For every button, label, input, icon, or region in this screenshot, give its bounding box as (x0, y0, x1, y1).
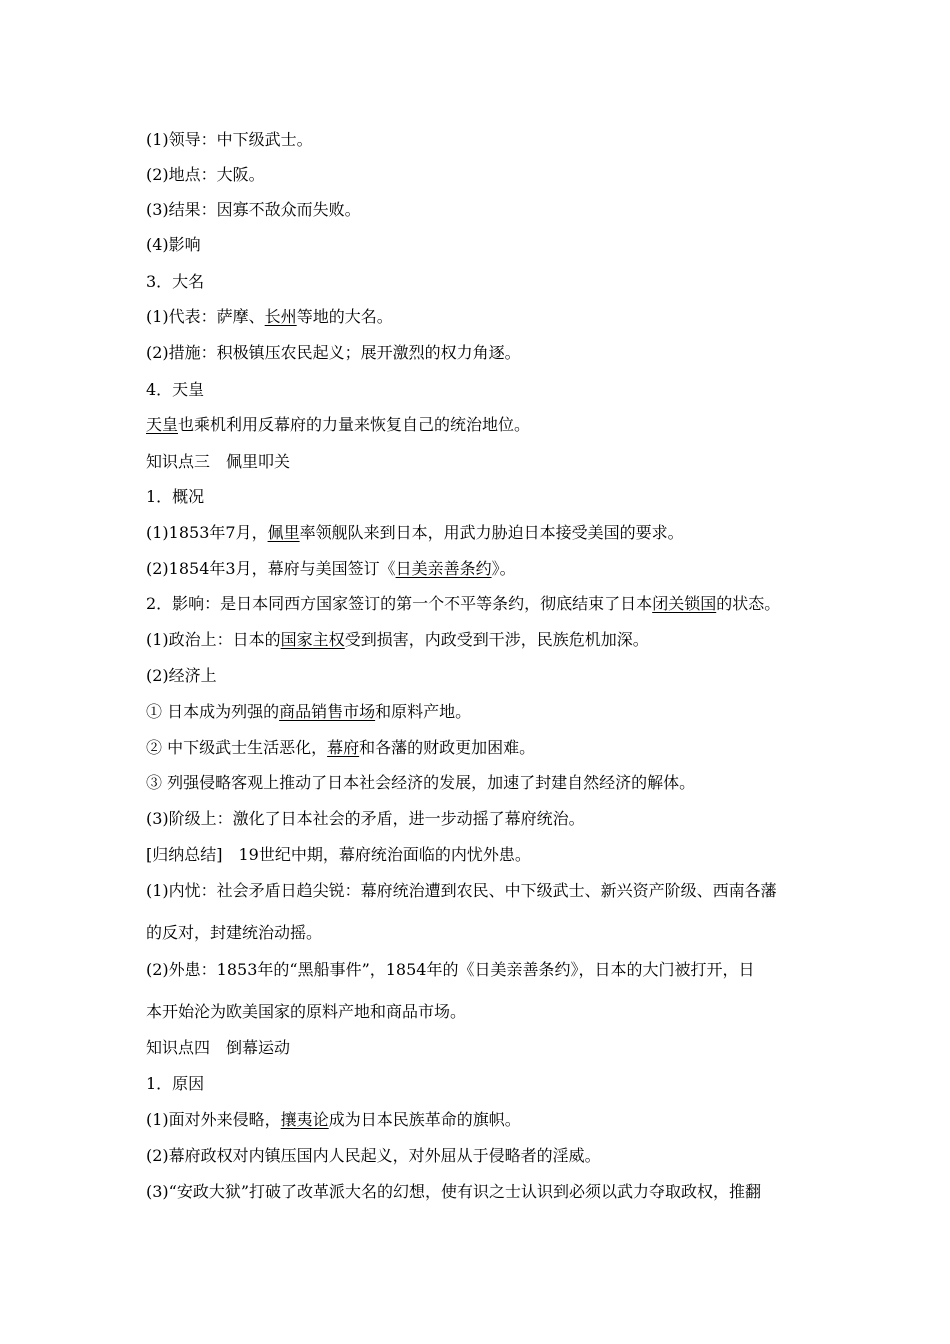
text-segment: 2．影响：是日本同西方国家签订的第一个不平等条约，彻底结束了日本 (146, 594, 653, 613)
underlined-term: 闭关锁国 (652, 594, 717, 613)
text-line (146, 452, 290, 472)
text-segment: 3．大名 (146, 272, 205, 291)
text-line (146, 380, 204, 400)
text-segment: ③ 列强侵略客观上推动了日本社会经济的发展，加速了封建自然经济的解体。 (146, 773, 696, 792)
underlined-term: 幕府 (327, 738, 360, 757)
text-segment: 》。 (491, 559, 516, 578)
text-segment: 的状态。 (716, 594, 781, 613)
text-segment: (2)地点：大阪。 (146, 165, 265, 184)
text-segment: 知识点四 倒幕运动 (146, 1038, 291, 1057)
text-line (146, 415, 530, 435)
text-line (146, 1002, 466, 1022)
text-line (146, 235, 201, 255)
text-segment: 和原料产地。 (375, 702, 472, 721)
text-line (146, 923, 322, 943)
text-segment: [归纳总结] 19世纪中期，幕府统治面临的内忧外患。 (146, 845, 531, 864)
underlined-term: 长州 (264, 307, 297, 326)
underlined-term: 佩里 (267, 523, 300, 542)
text-segment: 1．原因 (146, 1074, 205, 1093)
text-segment: (2)外患：1853年的“黑船事件”，1854年的《日美亲善条约》，日本的大门被打开，日 (146, 960, 755, 979)
text-segment: 也乘机利用反幕府的力量来恢复自己的统治地位。 (178, 415, 531, 434)
text-segment: (2)1854年3月，幕府与美国签订《 (146, 559, 396, 578)
text-segment: 4．天皇 (146, 380, 205, 399)
text-line (146, 1146, 601, 1166)
underlined-term: 国家主权 (280, 630, 345, 649)
text-segment: 1．概况 (146, 487, 205, 506)
text-segment: (3)结果：因寡不敌众而失败。 (146, 200, 361, 219)
text-line (146, 1038, 290, 1058)
text-segment: (4)影响 (146, 235, 201, 254)
text-segment: (1)内忧：社会矛盾日趋尖锐：幕府统治遭到农民、中下级武士、新兴资产阶级、西南各藩 (146, 881, 777, 900)
text-line (146, 1182, 761, 1202)
text-segment: 成为日本民族革命的旗帜。 (328, 1110, 521, 1129)
text-segment: (3)“安政大狱”打破了改革派大名的幻想，使有识之士认识到必须以武力夺取政权，推翻 (146, 1182, 762, 1201)
text-line (146, 773, 695, 793)
text-segment: 知识点三 佩里叩关 (146, 452, 291, 471)
text-segment: 的反对，封建统治动摇。 (146, 923, 323, 942)
text-segment: (1)领导：中下级武士。 (146, 130, 313, 149)
text-line (146, 200, 361, 220)
underlined-term: 天皇 (146, 415, 179, 434)
text-segment: (1)政治上：日本的 (146, 630, 281, 649)
text-line (146, 702, 471, 722)
text-segment: ② 中下级武士生活恶化， (146, 738, 328, 757)
text-segment: 受到损害，内政受到干涉，民族危机加深。 (344, 630, 649, 649)
text-line (146, 594, 780, 614)
text-line (146, 881, 777, 901)
text-segment: (1)1853年7月， (146, 523, 268, 542)
underlined-term: 攘夷论 (280, 1110, 329, 1129)
text-line (146, 130, 313, 150)
text-segment: 率领舰队来到日本，用武力胁迫日本接受美国的要求。 (299, 523, 684, 542)
text-line (146, 272, 204, 292)
text-line (146, 1110, 521, 1130)
text-line (146, 559, 516, 579)
text-line (146, 960, 754, 980)
text-line (146, 845, 531, 865)
text-line (146, 630, 649, 650)
text-line (146, 666, 217, 686)
text-line (146, 738, 535, 758)
text-segment: (2)措施：积极镇压农民起义；展开激烈的权力角逐。 (146, 343, 521, 362)
text-segment: (2)幕府政权对内镇压国内人民起义，对外屈从于侵略者的淫威。 (146, 1146, 601, 1165)
text-line (146, 487, 204, 507)
text-line (146, 343, 521, 363)
text-segment: (1)代表：萨摩、 (146, 307, 265, 326)
text-line (146, 307, 393, 327)
text-segment: 本开始沦为欧美国家的原料产地和商品市场。 (146, 1002, 467, 1021)
text-line (146, 165, 265, 185)
text-segment: (3)阶级上：激化了日本社会的矛盾，进一步动摇了幕府统治。 (146, 809, 585, 828)
text-segment: ① 日本成为列强的 (146, 702, 280, 721)
text-segment: (2)经济上 (146, 666, 217, 685)
text-line (146, 1074, 204, 1094)
underlined-term: 商品销售市场 (279, 702, 376, 721)
text-segment: 和各藩的财政更加困难。 (359, 738, 536, 757)
text-line (146, 523, 684, 543)
text-segment: (1)面对外来侵略， (146, 1110, 281, 1129)
text-segment: 等地的大名。 (296, 307, 393, 326)
underlined-term: 日美亲善条约 (395, 559, 492, 578)
text-line (146, 809, 585, 829)
